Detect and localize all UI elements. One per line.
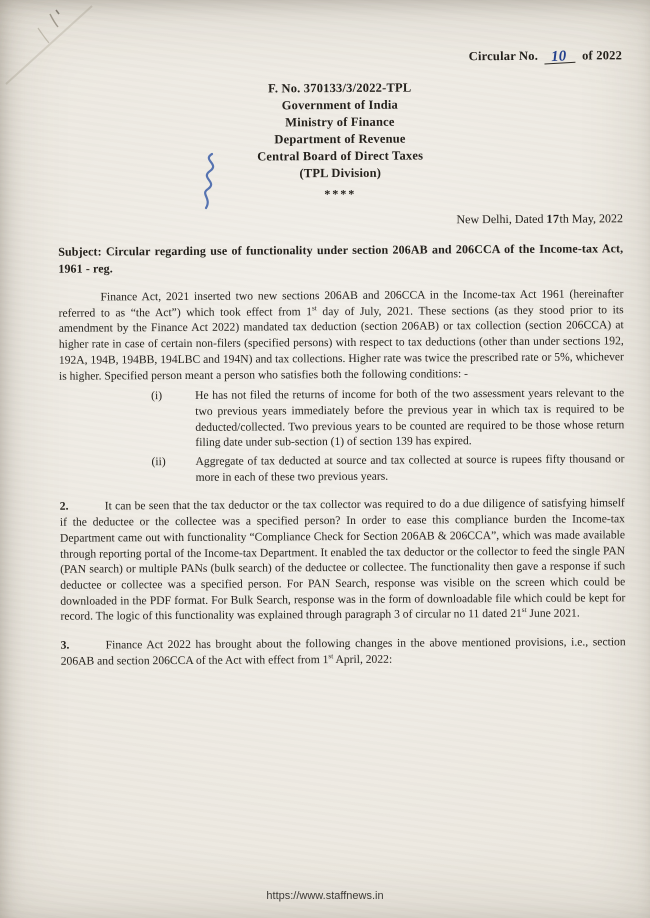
- paragraph-2-text-b: June 2021.: [526, 606, 580, 621]
- ordinal-superscript: st: [311, 303, 317, 313]
- org-line-government: Government of India: [281, 97, 399, 113]
- conditions-list: [59, 385, 625, 486]
- paragraph-2-number: 2.: [59, 500, 69, 514]
- list-text-i: He has not filed the returns of income for both of the two assessment years relevant to the two previous years immediately before the previous year in which tax is required to be deducted/collected. Two previous years to be counted are required to be those whose return filing date under sub-section (1) of section 139 has expired.: [195, 386, 625, 450]
- dateline-suffix: th May, 2022: [559, 211, 624, 226]
- file-number: F. No. 370133/3/2022-TPL: [268, 80, 412, 96]
- paragraph-1-text-a: Finance Act, 2021 inserted two new sections 206AB and 206CCA in the Income-tax Act 1961 (hereinafter referred to as “the Act”) which took effect from 1: [58, 287, 624, 320]
- paragraph-1-text-b: day of July, 2021. These sections (as they stood prior to its amendment by the Finance Act 2022) mandated tax deduction (section 206AB) or tax collection (section 206CCA) at higher rate in case of certain non-filers (specified persons) with respect to tax deductions (other than under sections 192, 192A, 194B, 194BB, 194LBC and 194N) and tax collections. Higher rate was twice the prescribed rate or 5%, whichever is higher. Specified person meant a person who satisfies both the following conditions: -: [58, 302, 624, 383]
- list-item-i: [151, 385, 624, 451]
- org-line-board: Central Board of Direct Taxes: [257, 148, 424, 164]
- paragraph-2-text-a: It can be seen that the tax deductor or the tax collector was required to do a due diligence of satisfying himself if the deductee or the collectee was a specified person? In order to ease this compliance burden the Income-tax Department came out with functionality “Compliance Check for Section 206AB & 206CCA”, which was made available through reporting portal of the Income-tax Department. It enabled the tax deductor or the collector to feed the single PAN (PAN search) or multiple PANs (bulk search) of the deductee or collectee. The functionality then gave a response if such deductee or collectee was a specified person. For PAN Search, response was visible on the screen which could be downloaded in the PDF format. For Bulk Search, response was in the form of downloadable file which could be kept for record. The logic of this functionality was explained through paragraph 3 of circular no 11 dated 21: [59, 496, 626, 624]
- paragraph-3-text-a: Finance Act 2022 has brought about the following changes in the above mentioned provisions, i.e., section 206AB and section 206CCA of the Act with effect from 1: [60, 635, 626, 668]
- paragraph-2: [60, 496, 626, 625]
- dateline-prefix: New Delhi, Dated: [456, 211, 547, 227]
- paragraph-3-text-b: April, 2022:: [333, 652, 393, 666]
- paragraph-3: [61, 634, 626, 669]
- list-marker-i: (i): [151, 389, 163, 403]
- dateline: [58, 211, 623, 229]
- subject-line: Subject: Circular regarding use of functionality under section 206AB and 206CCA of the Income-tax Act, 1961 - reg.: [58, 241, 624, 276]
- list-text-ii: Aggregate of tax deducted at source and tax collected at source is rupees fifty thousand or more in each of these two previous years.: [195, 452, 625, 484]
- list-item-ii: [151, 451, 624, 485]
- separator-stars: ****: [324, 186, 357, 202]
- watermark-url: https://www.staffnews.in: [266, 890, 384, 902]
- org-line-department: Department of Revenue: [274, 131, 406, 147]
- dateline-handwritten-day: 17: [546, 211, 560, 226]
- letterhead: [57, 78, 623, 204]
- org-line-division: (TPL Division): [299, 165, 382, 181]
- circular-no-handwritten-value: 10: [544, 50, 576, 65]
- ordinal-superscript: st: [521, 606, 527, 615]
- ordinal-superscript: st: [328, 651, 334, 660]
- paragraph-1: [58, 286, 624, 384]
- circular-no-label: Circular No.: [468, 48, 539, 64]
- document-content: [57, 48, 626, 669]
- list-marker-ii: (ii): [151, 455, 166, 469]
- circular-number-line: [57, 48, 622, 66]
- paragraph-3-number: 3.: [60, 638, 70, 652]
- circular-no-suffix: of 2022: [582, 48, 623, 63]
- org-line-ministry: Ministry of Finance: [285, 114, 395, 130]
